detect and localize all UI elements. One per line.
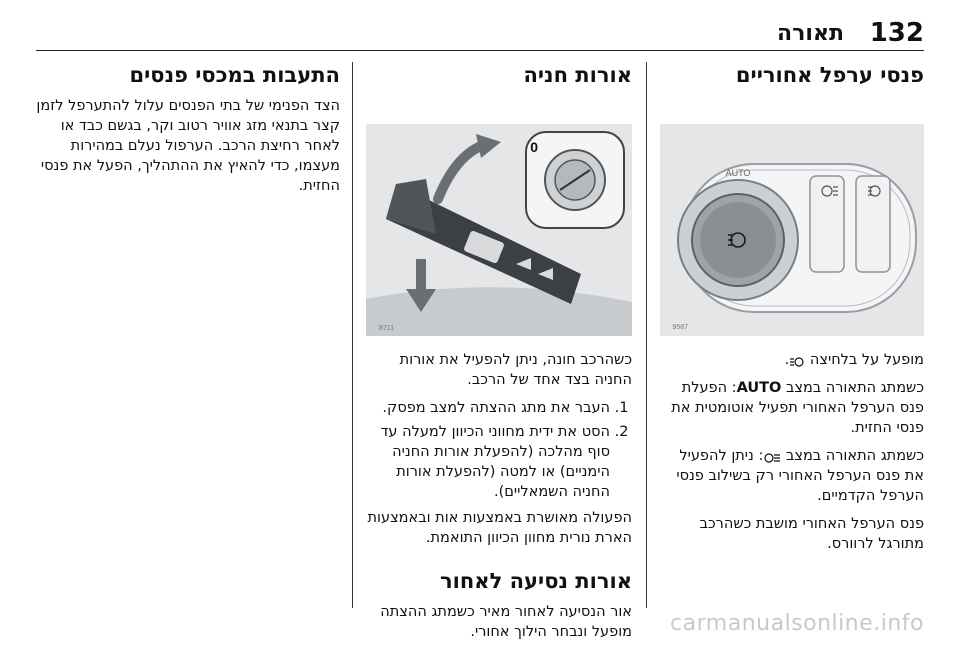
parking-intro-text: כשהרכב חונה, ניתן להפעיל את אורות החניה בצד אחד של הרכב.	[399, 352, 632, 388]
parking-lights-heading: אורות חניה	[523, 63, 632, 87]
reverse-lights-text: אור הנסיעה לאחור מאיר כשמתג ההצתה מופעל ונבחר הילוך אחורי.	[380, 604, 632, 640]
front-fog-inline-icon	[763, 450, 781, 462]
column-divider-right	[646, 62, 647, 608]
column-rear-fog	[660, 62, 924, 562]
turn-signal-lever-figure	[366, 124, 632, 336]
figure-code-right: 9587	[672, 324, 688, 331]
condensation-heading: התעבות במכסי פנסים	[129, 63, 340, 87]
auto-mode-text: כשמתג התאורה במצב AUTO: הפעלת פנס הערפל האחורי תפעיל אוטומטית את פנסי החזית.	[671, 380, 924, 436]
column-parking-lights	[366, 62, 632, 650]
section-title: תאורה	[777, 21, 844, 46]
reverse-lights-heading: אורות נסיעה לאחור	[440, 569, 632, 593]
page-number: 132	[869, 18, 924, 48]
parking-step-1: 1. העבר את מתג ההצתה למצב מפסק.	[366, 398, 610, 418]
ignition-zero-label: 0	[530, 139, 538, 155]
rear-fog-heading: פנסי ערפל אחוריים	[735, 63, 924, 87]
column-divider-left	[352, 62, 353, 608]
rear-fog-activation-text: מופעל על בלחיצה .	[784, 352, 924, 368]
page-header	[36, 18, 924, 48]
light-switch-figure	[660, 124, 924, 336]
watermark: carmanualsonline.info	[670, 611, 924, 636]
parking-confirm-text: הפעולה מאושרת באמצעות אות ובאמצעות הארת נורית מחוון הכיוון התואמת.	[367, 510, 632, 546]
reverse-disable-text: פנס הערפל האחורי מושבת כשהרכב מתורגל לרוורס.	[699, 516, 924, 552]
rear-fog-inline-icon	[789, 354, 805, 366]
header-rule	[36, 50, 924, 51]
turn-signal-lever-illustration	[366, 124, 632, 336]
parking-step-2: 2. הסט את ידית מחווני הכיוון למעלה עד סוף מהלכה (להפעלת אורות החניה הימניים) או למטה (להפעלת אורות החניה השמאליים).	[366, 422, 610, 502]
auto-label: AUTO	[725, 168, 751, 178]
parking-steps-list	[366, 398, 632, 502]
column-condensation	[36, 62, 340, 204]
condensation-text: הצד הפנימי של בתי הפנסים עלול להתערפל לזמן קצר בתנאי מזג אוויר רטוב וקר, בגשם כבד או לאחר רחיצת הרכב. הערפול נעלם במהירות מעצמו, כדי להאיץ את ההתהליך, הפעל את פנסי החזית.	[36, 98, 340, 194]
light-switch-illustration	[660, 124, 924, 336]
figure-code-mid: 8711	[378, 325, 394, 332]
front-fog-mode-text: כשמתג התאורה במצב : ניתן להפעיל את פנס הערפל האחורי רק בשילוב פנסי הערפל הקדמיים.	[676, 448, 924, 504]
auto-mode-label: AUTO	[736, 380, 782, 396]
